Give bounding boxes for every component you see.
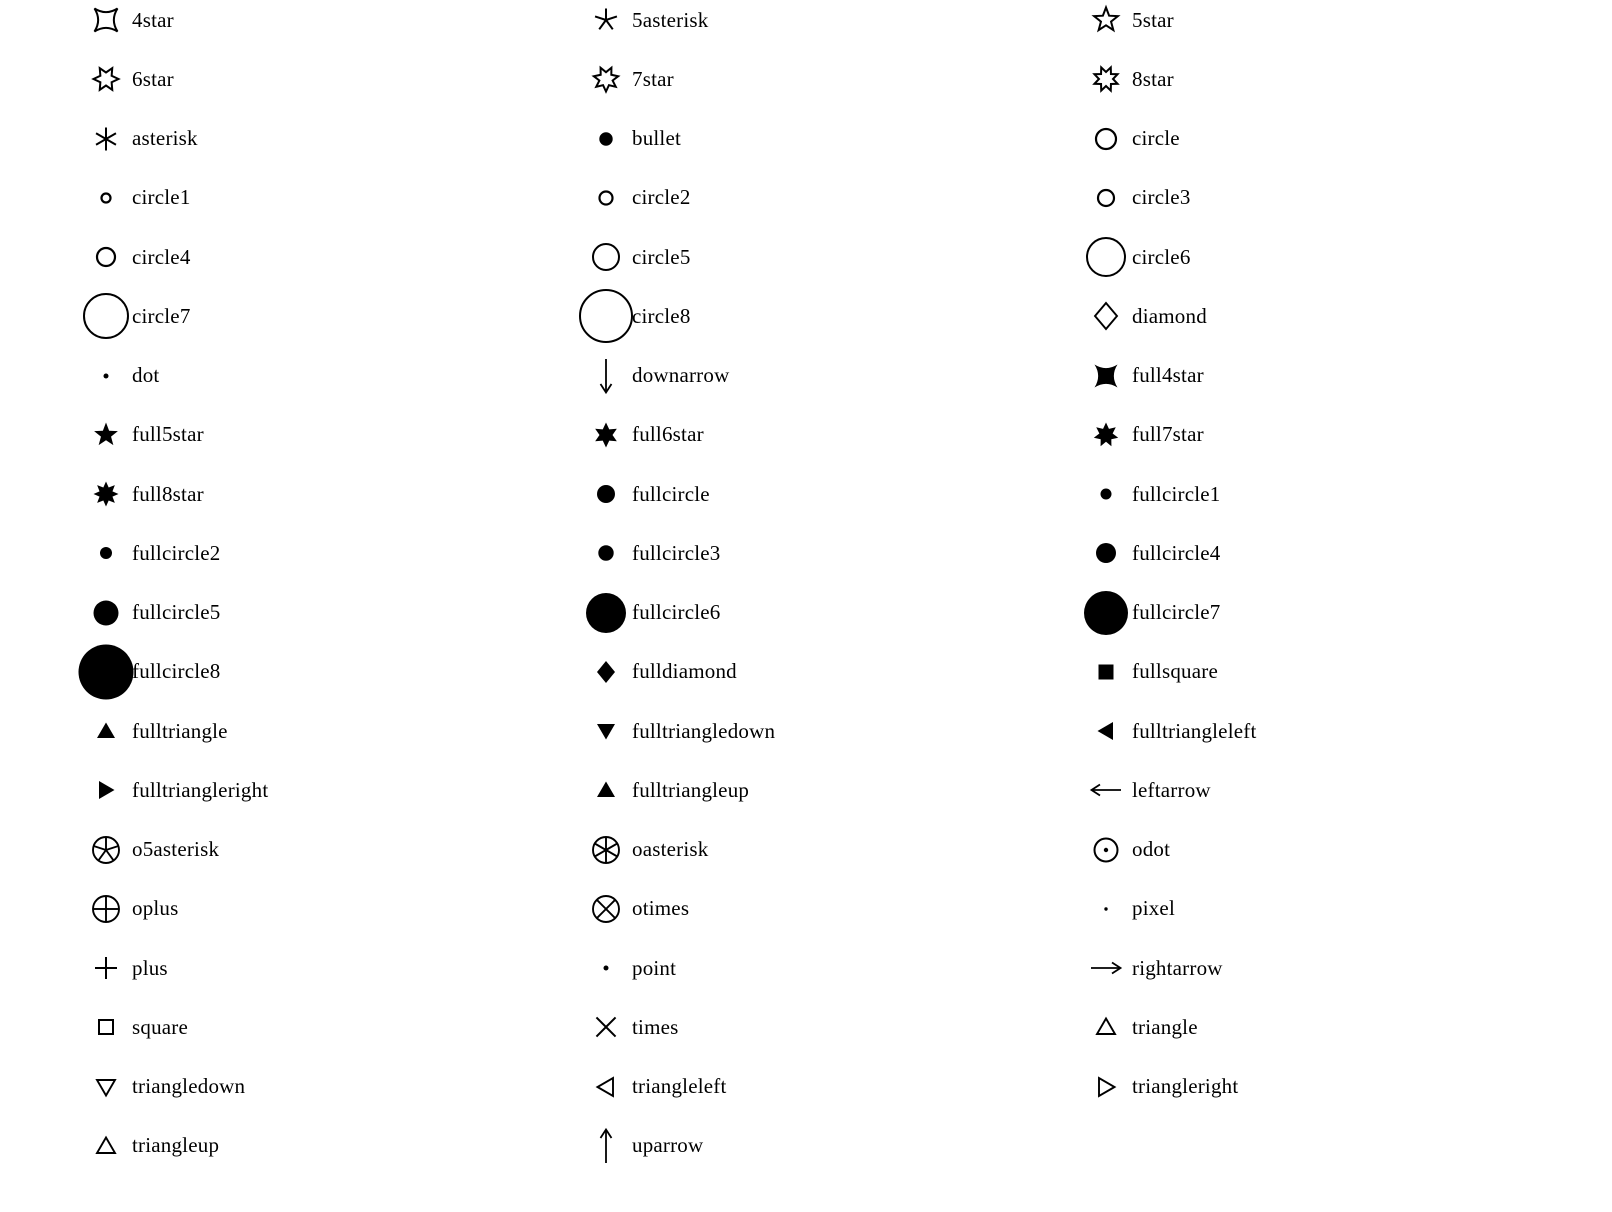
marker-label: 8star (1132, 66, 1174, 91)
marker-row (80, 820, 550, 879)
marker-label: circle5 (632, 244, 691, 269)
triangleright-icon (1080, 1059, 1132, 1115)
fullcircle6-icon (580, 585, 632, 641)
marker-label: fullcircle7 (1132, 600, 1221, 625)
marker-label: 5asterisk (632, 7, 709, 32)
marker-row (80, 938, 550, 997)
marker-row (80, 761, 550, 820)
marker-row (1080, 168, 1550, 227)
marker-label: leftarrow (1132, 777, 1211, 802)
circle4-icon (80, 229, 132, 285)
oasterisk-icon (580, 822, 632, 878)
marker-row (580, 346, 1050, 405)
marker-row (1080, 287, 1550, 346)
marker-label: triangleup (132, 1133, 220, 1158)
marker-row (1080, 938, 1550, 997)
marker-label: diamond (1132, 303, 1207, 328)
fulltriangleleft-icon (1080, 703, 1132, 759)
uparrow-icon (580, 1118, 632, 1174)
full4star-icon (1080, 348, 1132, 404)
marker-label: fullcircle2 (132, 540, 221, 565)
marker-label: bullet (632, 126, 682, 151)
marker-row (1080, 524, 1550, 583)
marker-label: odot (1132, 837, 1171, 862)
marker-row (580, 879, 1050, 938)
marker-row (80, 524, 550, 583)
marker-label: circle1 (132, 185, 191, 210)
marker-label: triangledown (132, 1074, 246, 1099)
marker-label: plus (132, 955, 168, 980)
full5star-icon (80, 407, 132, 463)
square-icon (80, 999, 132, 1055)
marker-label: full6star (632, 422, 704, 447)
marker-row (1080, 50, 1550, 109)
marker-row (1080, 761, 1550, 820)
marker-label: oasterisk (632, 837, 709, 862)
marker-row (580, 701, 1050, 760)
marker-row (1080, 346, 1550, 405)
marker-row (1080, 879, 1550, 938)
marker-label: fullcircle8 (132, 659, 221, 684)
plus-icon (80, 940, 132, 996)
marker-label: full8star (132, 481, 204, 506)
marker-label: circle6 (1132, 244, 1191, 269)
marker-label: full4star (1132, 363, 1204, 388)
marker-row (1080, 109, 1550, 168)
fulltriangledown-icon (580, 703, 632, 759)
triangleup-icon (80, 1118, 132, 1174)
marker-row (580, 524, 1050, 583)
marker-row (580, 938, 1050, 997)
otimes-icon (580, 881, 632, 937)
marker-row (1080, 820, 1550, 879)
marker-label: fullcircle (632, 481, 710, 506)
fullcircle2-icon (80, 525, 132, 581)
oplus-icon (80, 881, 132, 937)
marker-row (580, 464, 1050, 523)
bullet-icon (580, 111, 632, 167)
marker-label: triangle (1132, 1014, 1198, 1039)
marker-label: 7star (632, 66, 674, 91)
marker-label: fullcircle5 (132, 600, 221, 625)
marker-label: fullcircle3 (632, 540, 721, 565)
marker-label: otimes (632, 896, 690, 921)
marker-label: triangleleft (632, 1074, 727, 1099)
marker-label: 5star (1132, 7, 1174, 32)
circle8-icon (580, 288, 632, 344)
circle-icon (1080, 111, 1132, 167)
marker-row (80, 109, 550, 168)
marker-label: fulltriangleleft (1132, 718, 1257, 743)
marker-label: fulltriangleup (632, 777, 750, 802)
fullcircle-icon (580, 466, 632, 522)
triangleleft-icon (580, 1059, 632, 1115)
marker-label: circle3 (1132, 185, 1191, 210)
circle1-icon (80, 170, 132, 226)
marker-row (1080, 0, 1550, 50)
downarrow-icon (580, 348, 632, 404)
marker-label: triangleright (1132, 1074, 1239, 1099)
marker-row (580, 583, 1050, 642)
marker-row (80, 346, 550, 405)
marker-label: circle4 (132, 244, 191, 269)
fullcircle1-icon (1080, 466, 1132, 522)
marker-row (580, 109, 1050, 168)
marker-label: rightarrow (1132, 955, 1223, 980)
5asterisk-icon (580, 0, 632, 48)
marker-row (580, 405, 1050, 464)
marker-row (80, 50, 550, 109)
marker-row (580, 642, 1050, 701)
marker-label: dot (132, 363, 160, 388)
marker-row (1080, 998, 1550, 1057)
triangle-icon (1080, 999, 1132, 1055)
circle3-icon (1080, 170, 1132, 226)
leftarrow-icon (1080, 762, 1132, 818)
circle2-icon (580, 170, 632, 226)
marker-row (1080, 642, 1550, 701)
marker-label: full7star (1132, 422, 1204, 447)
4star-icon (80, 0, 132, 48)
fulldiamond-icon (580, 644, 632, 700)
marker-label: uparrow (632, 1133, 704, 1158)
marker-column-1 (80, 0, 550, 1175)
pixel-icon (1080, 881, 1132, 937)
point-icon (580, 940, 632, 996)
fullcircle5-icon (80, 585, 132, 641)
circle6-icon (1080, 229, 1132, 285)
marker-row (80, 1057, 550, 1116)
7star-icon (580, 51, 632, 107)
marker-row (580, 998, 1050, 1057)
marker-label: fulltriangleright (132, 777, 269, 802)
marker-row (580, 168, 1050, 227)
marker-column-3 (1080, 0, 1550, 1116)
marker-row (80, 998, 550, 1057)
marker-label: asterisk (132, 126, 198, 151)
odot-icon (1080, 822, 1132, 878)
5star-icon (1080, 0, 1132, 48)
marker-row (80, 1116, 550, 1175)
fulltriangleup-icon (580, 762, 632, 818)
asterisk-icon (80, 111, 132, 167)
marker-label: fullcircle1 (1132, 481, 1221, 506)
marker-row (580, 227, 1050, 286)
marker-row (1080, 464, 1550, 523)
marker-row (80, 642, 550, 701)
diamond-icon (1080, 288, 1132, 344)
marker-label: circle2 (632, 185, 691, 210)
marker-row (580, 761, 1050, 820)
dot-icon (80, 348, 132, 404)
marker-row (1080, 405, 1550, 464)
marker-row (80, 464, 550, 523)
marker-row (80, 405, 550, 464)
marker-label: circle8 (632, 303, 691, 328)
circle5-icon (580, 229, 632, 285)
fulltriangleright-icon (80, 762, 132, 818)
triangledown-icon (80, 1059, 132, 1115)
marker-row (580, 0, 1050, 50)
fullcircle8-icon (80, 644, 132, 700)
full6star-icon (580, 407, 632, 463)
marker-label: fullsquare (1132, 659, 1218, 684)
marker-label: fulldiamond (632, 659, 737, 684)
marker-column-2 (580, 0, 1050, 1175)
marker-row (80, 879, 550, 938)
marker-label: 6star (132, 66, 174, 91)
marker-row (580, 287, 1050, 346)
marker-label: times (632, 1014, 679, 1039)
marker-label: point (632, 955, 677, 980)
6star-icon (80, 51, 132, 107)
marker-row (580, 50, 1050, 109)
fullcircle3-icon (580, 525, 632, 581)
marker-label: fullcircle6 (632, 600, 721, 625)
marker-label: fullcircle4 (1132, 540, 1221, 565)
marker-label: downarrow (632, 363, 730, 388)
8star-icon (1080, 51, 1132, 107)
times-icon (580, 999, 632, 1055)
marker-row (80, 583, 550, 642)
o5asterisk-icon (80, 822, 132, 878)
marker-row (1080, 583, 1550, 642)
marker-label: fulltriangledown (632, 718, 776, 743)
marker-label: full5star (132, 422, 204, 447)
marker-row (580, 1057, 1050, 1116)
marker-row (80, 227, 550, 286)
marker-label: o5asterisk (132, 837, 220, 862)
marker-label: fulltriangle (132, 718, 228, 743)
marker-row (1080, 1057, 1550, 1116)
fullcircle7-icon (1080, 585, 1132, 641)
marker-row (80, 287, 550, 346)
marker-label: square (132, 1014, 189, 1039)
marker-row (80, 0, 550, 50)
marker-label: circle (1132, 126, 1180, 151)
marker-row (580, 1116, 1050, 1175)
marker-row (1080, 701, 1550, 760)
marker-label: circle7 (132, 303, 191, 328)
marker-label: oplus (132, 896, 179, 921)
marker-label: pixel (1132, 896, 1175, 921)
circle7-icon (80, 288, 132, 344)
rightarrow-icon (1080, 940, 1132, 996)
marker-label: 4star (132, 7, 174, 32)
marker-row (1080, 227, 1550, 286)
fullcircle4-icon (1080, 525, 1132, 581)
full8star-icon (80, 466, 132, 522)
marker-row (580, 820, 1050, 879)
fulltriangle-icon (80, 703, 132, 759)
full7star-icon (1080, 407, 1132, 463)
fullsquare-icon (1080, 644, 1132, 700)
marker-row (80, 168, 550, 227)
marker-row (80, 701, 550, 760)
